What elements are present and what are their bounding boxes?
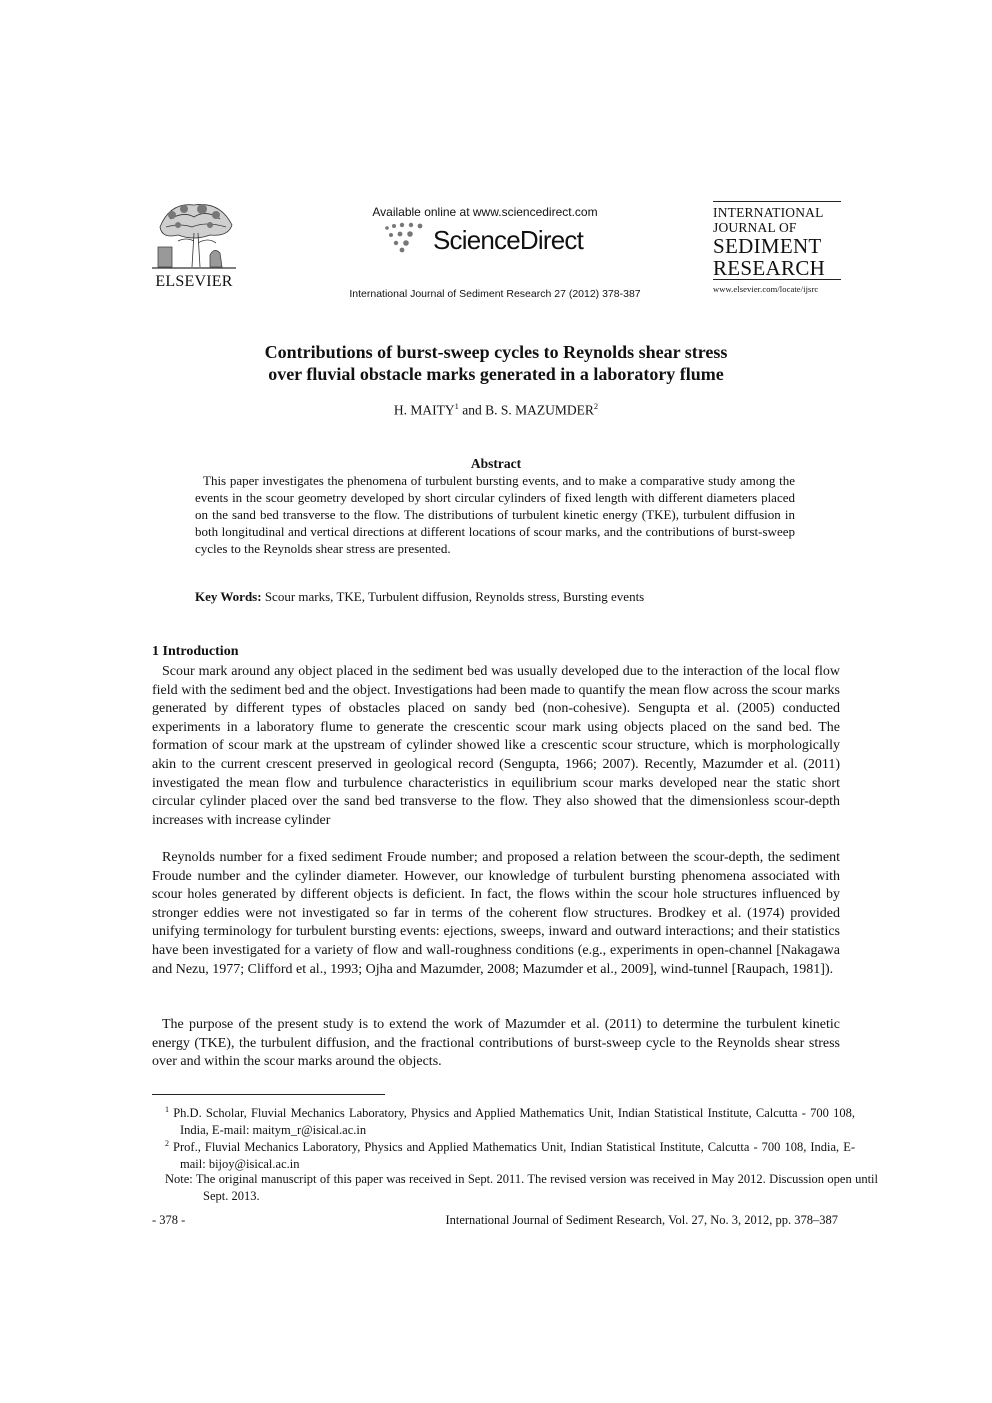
abstract-body: This paper investigates the phenomena of turbulent bursting events, and to make a comparative study among the events in the scour geometry developed by short circular cylinders of fixed length with different diameters placed on the sand bed transverse to the flow. The distributions of turbulent kinetic energy (TKE), turbulent diffusion in both longitudinal and vertical directions at different locations of scour marks, and the contributions of burst-sweep cycles to the Reynolds shear stress are presented. <box>195 473 795 556</box>
author-list <box>150 401 842 419</box>
running-footer: International Journal of Sediment Research, Vol. 27, No. 3, 2012, pp. 378–387 <box>445 1213 838 1227</box>
article-title <box>150 341 842 385</box>
body-paragraph: The purpose of the present study is to extend the work of Mazumder et al. (2011) to determine the turbulent kinetic energy (TKE), the turbulent diffusion, and the fractional contributions of burst-sweep cycle to the Reynolds shear stress over and within the scour marks around the objects. <box>152 1017 840 1070</box>
footnote-1-mark: 1 <box>165 1105 169 1114</box>
body-paragraph: Reynolds number for a fixed sediment Froude number; and proposed a relation between the scour-depth, the sediment Froude number and the cylinder diameter. However, our knowledge of turbulent bursting phenomena associated with scour holes generated by different objects is deficient. In fact, the flows within the scour hole structures influenced by stronger eddies were not investigated so far in terms of the coherent flow structures. Brodkey et al. (1974) provided unifying terminology for turbulent bursting events: ejections, sweeps, inward and outward interactions; and their statistics have been investigated for a variety of flow and wall-roughness conditions (e.g., experiments in open-channel [Nakagawa and Nezu, 1977; Clifford et al., 1993; Ojha and Mazumder, 2008; Mazumder et al., 2009], wind-tunnel [Raupach, 1981]). <box>152 850 840 977</box>
journal-logo-line1: INTERNATIONAL <box>713 205 824 220</box>
sciencedirect-wordmark: ScienceDirect <box>433 225 583 255</box>
title-line-1: Contributions of burst-sweep cycles to Reynolds shear stress <box>264 342 728 362</box>
abstract-heading: Abstract <box>470 456 522 471</box>
footnote-2-text: Prof., Fluvial Mechanics Laboratory, Physics and Applied Mathematics Unit, Indian Statistical Institute, Calcutta - 700 108, India, E-mail: bijoy@isical.ac.in <box>173 1140 856 1171</box>
footnote-2-mark: 2 <box>165 1139 169 1148</box>
author-1-affiliation-mark: 1 <box>454 401 459 411</box>
page-number: - 378 - <box>152 1213 186 1227</box>
available-online-text: Available online at www.sciencedirect.com <box>372 205 598 219</box>
footnote-1-text: Ph.D. Scholar, Fluvial Mechanics Laboratory, Physics and Applied Mathematics Unit, Indian Statistical Institute, Calcutta - 700 108, India, E-mail: maitym_r@isical.ac.in <box>173 1106 856 1137</box>
journal-url: www.elsevier.com/locate/ijsrc <box>713 284 819 294</box>
keywords-list: Scour marks, TKE, Turbulent diffusion, Reynolds stress, Bursting events <box>264 589 645 604</box>
footnote-2 <box>165 1136 855 1172</box>
author-conjunction: and <box>462 402 482 418</box>
author-2: B. S. MAZUMDER <box>485 402 594 418</box>
body-paragraph: Scour mark around any object placed in the sediment bed was usually developed due to the interaction of the local flow field with the sediment bed and the object. Investigations had been made to quantify the mean flow across the scour marks generated by different types of obstacles placed on sandy bed (non-cohesive). Sengupta et al. (2005) conducted experiments in a laboratory flume to generate the crescentic scour mark using objects placed on the sand bed. The formation of scour mark at the upstream of cylinder showed like a crescentic scour structure, which is morphologically akin to the current crescent preserved in geological record (Sengupta, 1966; 2007). Recently, Mazumder et al. (2011) investigated the mean flow and turbulence characteristics in equilibrium scour marks developed near the static short circular cylinder placed over the sand bed transverse to the flow. They also showed that the dimensionless scour-depth increases with increase cylinder <box>152 664 840 828</box>
author-2-affiliation-mark: 2 <box>593 401 599 411</box>
section-heading-introduction: 1 Introduction <box>152 644 239 659</box>
tree-icon <box>150 197 238 273</box>
journal-logo-rule-top <box>713 201 841 202</box>
sciencedirect-dots-icon <box>383 222 429 254</box>
title-line-2: over fluvial obstacle marks generated in a laboratory flume <box>268 364 724 384</box>
manuscript-note: Note: The original manuscript of this paper was received in Sept. 2011. The revised version was received in May 2012. Discussion open until Sept. 2013. <box>165 1172 878 1203</box>
keywords-label: Key Words: <box>195 589 262 604</box>
footnote-divider <box>152 1094 385 1095</box>
journal-logo-line3: SEDIMENT <box>713 234 822 258</box>
footnote-1 <box>165 1102 855 1138</box>
author-1: H. MAITY <box>393 402 455 418</box>
journal-citation: International Journal of Sediment Research 27 (2012) 378-387 <box>349 288 641 300</box>
journal-logo-line2: JOURNAL OF <box>713 220 797 235</box>
journal-logo-line4: RESEARCH <box>713 256 826 280</box>
elsevier-wordmark: ELSEVIER <box>155 273 233 290</box>
keywords <box>195 589 795 605</box>
journal-logo <box>713 201 841 294</box>
